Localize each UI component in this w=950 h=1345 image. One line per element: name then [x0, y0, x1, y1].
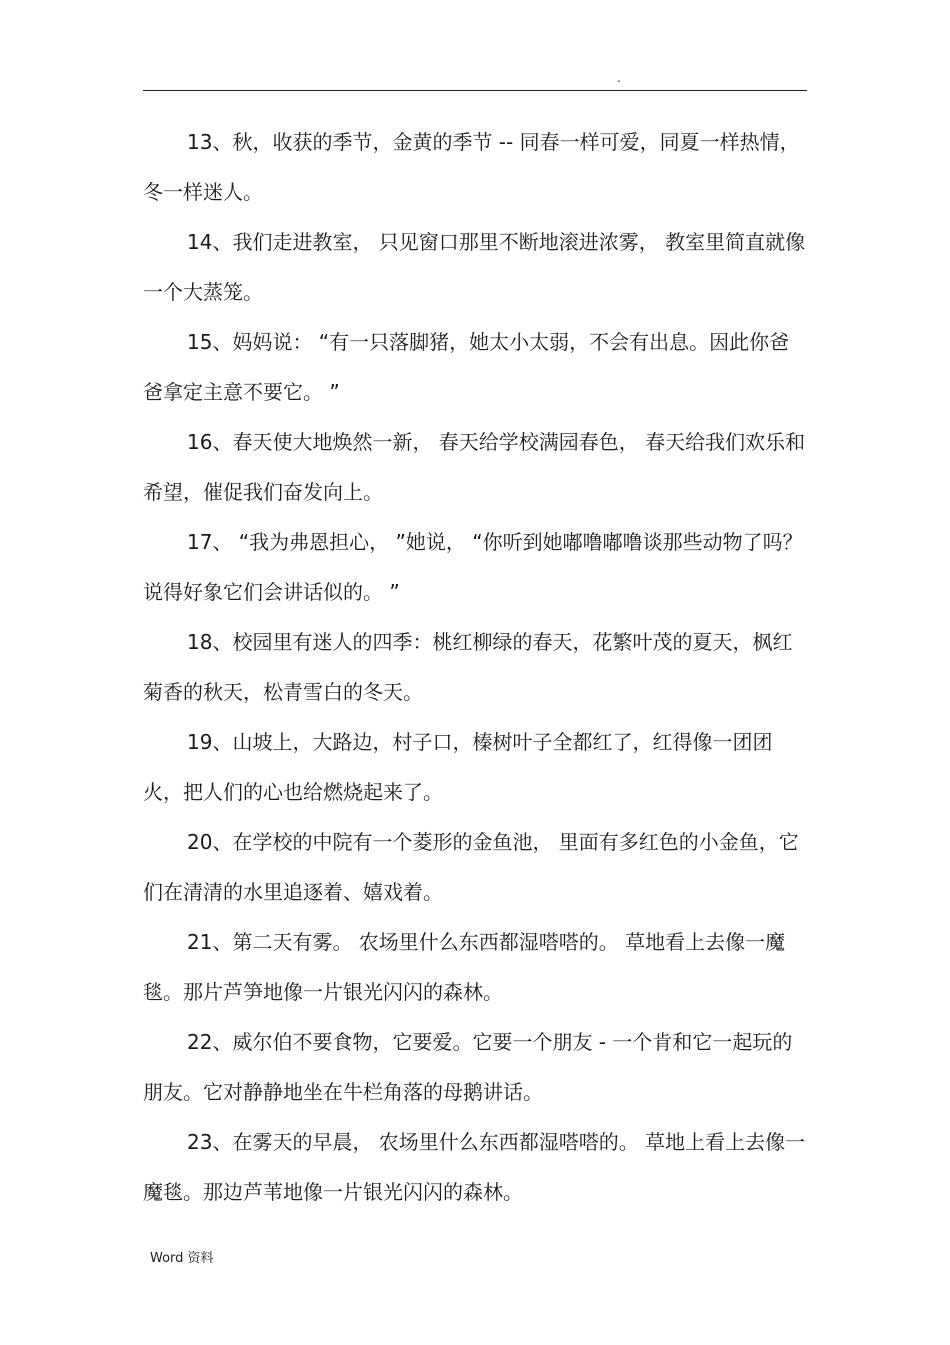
document-body — [143, 117, 807, 1217]
paragraph-18: 18、校园里有迷人的四季：桃红柳绿的春天，花繁叶茂的夏天，枫红菊香的秋天，松青雪白的冬天。 — [143, 630, 793, 704]
paragraph-19: 19、山坡上，大路边，村子口，榛树叶子全都红了，红得像一团团火，把人们的心也给燃烧起来了。 — [143, 730, 773, 804]
paragraph-21: 21、第二天有雾。 农场里什么东西都湿嗒嗒的。 草地看上去像一魔毯。那片芦笋地像一片银光闪闪的森林。 — [143, 930, 786, 1004]
paragraph-22: 22、威尔伯不要食物，它要爱。它要一个朋友 - 一个肯和它一起玩的朋友。它对静静地坐在牛栏角落的母鹅讲话。 — [143, 1030, 793, 1104]
paragraph-23: 23、在雾天的早晨， 农场里什么东西都湿嗒嗒的。 草地上看上去像一魔毯。那边芦苇地像一片银光闪闪的森林。 — [143, 1130, 806, 1204]
paragraph-16: 16、春天使大地焕然一新， 春天给学校满园春色， 春天给我们欢乐和希望，催促我们奋发向上。 — [143, 430, 806, 504]
header-rule — [143, 90, 807, 91]
paragraph-20: 20、在学校的中院有一个菱形的金鱼池， 里面有多红色的小金鱼，它们在清清的水里追逐着、嬉戏着。 — [143, 830, 799, 904]
footer-label: Word 资料 — [150, 1251, 214, 1266]
paragraph-15: 15、妈妈说： “有一只落脚猪，她太小太弱，不会有出息。因此你爸爸拿定主意不要它。 ” — [143, 330, 790, 404]
paragraph-17: 17、 “我为弗恩担心， ”她说， “你听到她嘟噜嘟噜谈那些动物了吗？说得好象它们会讲话似的。 ” — [143, 530, 803, 604]
paragraph-14: 14、我们走进教室， 只见窗口那里不断地滚进浓雾， 教室里简直就像一个大蒸笼。 — [143, 230, 806, 304]
header-mark: . — [617, 71, 621, 85]
paragraph-13: 13、秋，收获的季节，金黄的季节 -- 同春一样可爱，同夏一样热情，冬一样迷人。 — [143, 130, 800, 204]
